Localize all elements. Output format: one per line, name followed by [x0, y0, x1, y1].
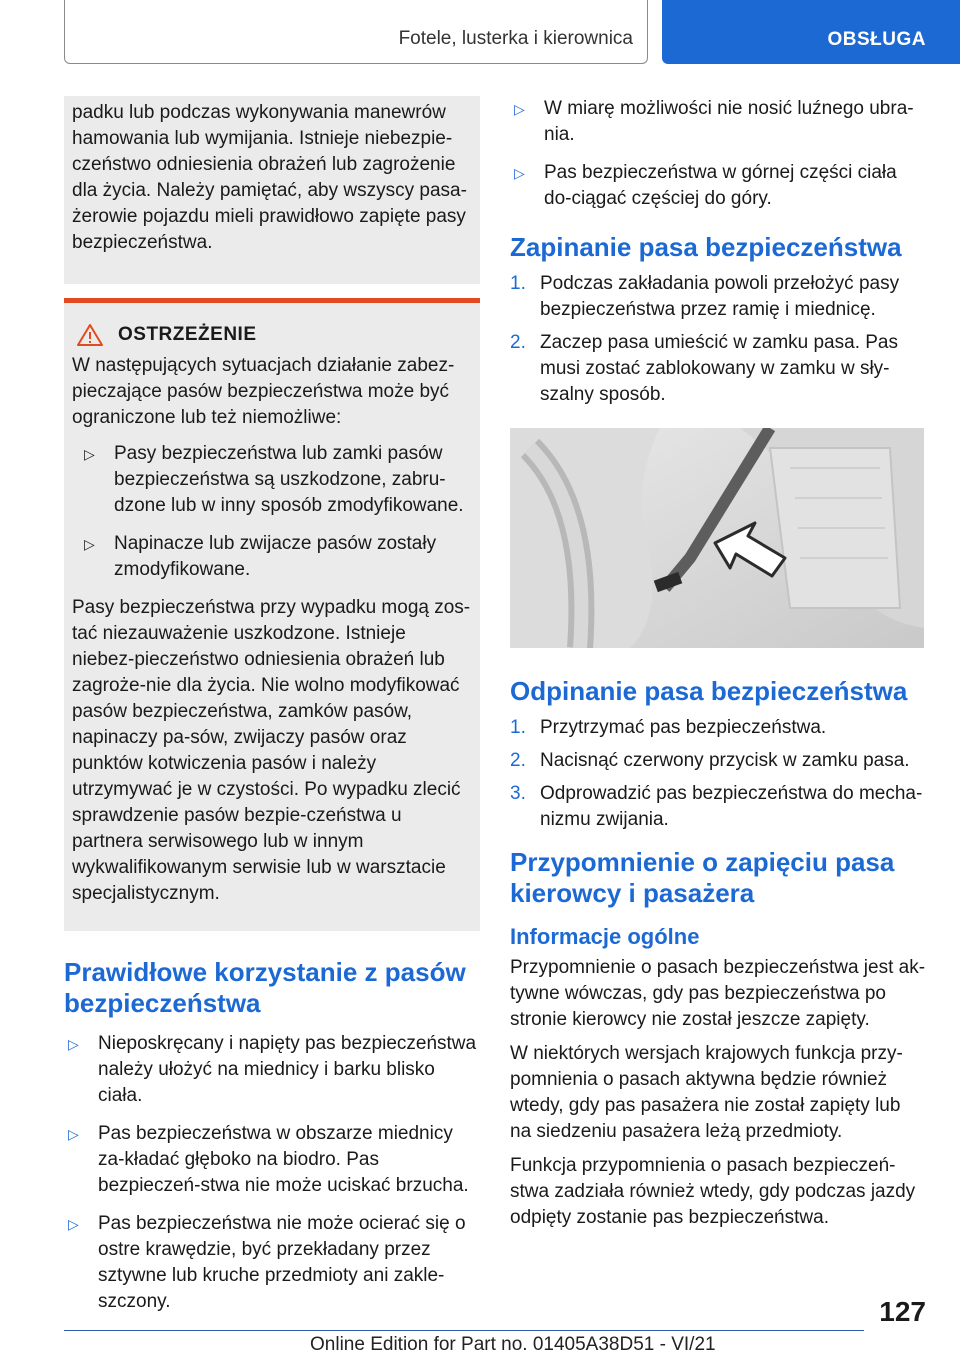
fasten-heading: Zapinanie pasa bezpieczeństwa — [510, 232, 902, 262]
section-title: Fotele, lusterka i kierownica — [398, 28, 633, 49]
left-column — [64, 96, 480, 1327]
triangle-bullet-icon: ▷ — [84, 446, 95, 462]
warning-title: OSTRZEŻENIE — [118, 324, 257, 345]
step-text: Podczas zakładania powoli przełożyć pasy bezpieczeństwa przez ramię i miednicę. — [540, 273, 900, 320]
page-number: 127 — [879, 1296, 926, 1327]
seatbelt-buckle-photo — [510, 428, 924, 648]
step-number: 2. — [510, 750, 526, 771]
warning-intro: W następujących sytuacjach działanie zabez‐pieczające pasów bezpieczeństwa może być ograniczone lub też niemożliwe: — [72, 355, 455, 428]
warning-triangle-icon — [76, 323, 104, 347]
list-item — [80, 531, 472, 583]
triangle-bullet-icon: ▷ — [68, 1216, 79, 1232]
step-item — [510, 715, 926, 741]
step-number: 3. — [510, 783, 526, 804]
top-list — [510, 96, 926, 212]
triangle-bullet-icon: ▷ — [68, 1036, 79, 1052]
step-text: Zaczep pasa umieścić w zamku pasa. Pas musi zostać zablokowany w zamku w sły‐szalny sposób. — [540, 332, 898, 405]
step-item — [510, 330, 926, 408]
chapter-tab-label: OBSŁUGA — [827, 29, 926, 50]
list-item — [510, 160, 926, 212]
triangle-bullet-icon: ▷ — [514, 101, 525, 117]
warning-list — [72, 441, 472, 583]
warning-box — [64, 298, 480, 931]
reminder-paragraph: W niektórych wersjach krajowych funkcja przy‐pomnienia o pasach aktywna będzie również wtedy, gdy pas pasażera nie został zapięty lub na siedzeniu pasażera leżą przedmioty. — [510, 1043, 903, 1142]
fasten-steps — [510, 271, 926, 408]
page-header — [0, 0, 960, 66]
step-item — [510, 748, 926, 774]
footer-divider — [64, 1330, 864, 1331]
list-item — [64, 1031, 480, 1109]
list-item-text: W miarę możliwości nie nosić luźnego ubra‐nia. — [544, 98, 914, 145]
list-item-text: Pas bezpieczeństwa w obszarze miednicy za‐kładać głęboko na biodro. Pas bezpieczeń‐stwa nie może uciskać brzucha. — [98, 1123, 469, 1196]
list-item — [80, 441, 472, 519]
chapter-tab — [662, 0, 960, 64]
edition-text: Online Edition for Part no. 01405A38D51 - VI/21 — [310, 1334, 716, 1355]
reminder-subheading: Informacje ogólne — [510, 924, 700, 949]
step-number: 2. — [510, 332, 526, 353]
step-number: 1. — [510, 273, 526, 294]
triangle-bullet-icon: ▷ — [514, 165, 525, 181]
right-column — [510, 96, 926, 1231]
list-item-text: Pas bezpieczeństwa nie może ocierać się o ostre krawędzie, być przekładany przez sztywne lub kruche przedmioty ani zakle‐szczony. — [98, 1213, 466, 1312]
warning-header — [72, 323, 472, 347]
step-number: 1. — [510, 717, 526, 738]
list-item — [64, 1211, 480, 1315]
step-text: Przytrzymać pas bezpieczeństwa. — [540, 717, 827, 738]
list-item-text: Pasy bezpieczeństwa lub zamki pasów bezpieczeństwa są uszkodzone, zabru‐dzone lub w inny sposób zmodyfikowane. — [114, 443, 464, 516]
list-item — [64, 1121, 480, 1199]
intro-box — [64, 96, 480, 284]
step-text: Odprowadzić pas bezpieczeństwa do mecha‐nizmu zwijania. — [540, 783, 923, 830]
triangle-bullet-icon: ▷ — [68, 1126, 79, 1142]
unfasten-heading: Odpinanie pasa bezpieczeństwa — [510, 676, 908, 706]
unfasten-steps — [510, 715, 926, 833]
list-item-text: Pas bezpieczeństwa w górnej części ciała do‐ciągać częściej do góry. — [544, 162, 897, 209]
usage-list — [64, 1031, 480, 1315]
list-item-text: Napinacze lub zwijacze pasów zostały zmodyfikowane. — [114, 533, 437, 580]
reminder-heading: Przypomnienie o zapięciu pasa kierowcy i pasażera — [510, 847, 895, 908]
triangle-bullet-icon: ▷ — [84, 536, 95, 552]
list-item — [510, 96, 926, 148]
warning-body: Pasy bezpieczeństwa przy wypadku mogą zos‐tać niezauważenie uszkodzone. Istnieje niebez‐pieczeństwo odniesienia obrażeń lub zagroże‐nie dla życia. Nie wolno modyfikować pasów bezpieczeństwa, zamków pasów, napinaczy pa‐sów, zwijaczy pasów oraz punktów kotwiczenia pasów i należy utrzymywać je w czystości. Po wypadku zlecić sprawdzenie pasów bezpie‐czeństwa u partnera serwisowego lub w innym wykwalifikowanym serwisie lub w warsztacie specjalistycznym. — [72, 597, 471, 904]
list-item-text: Nieposkręcany i napięty pas bezpieczeństwa należy ułożyć na miednicy i barku blisko ciała. — [98, 1033, 477, 1106]
reminder-paragraph: Przypomnienie o pasach bezpieczeństwa jest ak‐tywne wówczas, gdy pas bezpieczeństwa po stronie kierowcy nie został jeszcze zapięty. — [510, 957, 926, 1030]
intro-text: padku lub podczas wykonywania manewrów hamowania lub wymijania. Istnieje niebezpie‐czeństwo odniesienia obrażeń lub zagrożenie dla życia. Należy pamiętać, aby wszyscy pasa‐żerowie pojazdu mieli prawidłowo zapięte pasy bezpieczeństwa. — [72, 102, 467, 253]
step-item — [510, 271, 926, 323]
section-heading: Prawidłowe korzystanie z pasów bezpieczeństwa — [64, 957, 466, 1018]
header-section-box — [64, 0, 648, 64]
step-item — [510, 781, 926, 833]
step-text: Nacisnąć czerwony przycisk w zamku pasa. — [540, 750, 910, 771]
reminder-paragraph: Funkcja przypomnienia o pasach bezpieczeń‐stwa zadziała również wtedy, gdy podczas jazdy odpięty zostanie pas bezpieczeństwa. — [510, 1155, 916, 1228]
